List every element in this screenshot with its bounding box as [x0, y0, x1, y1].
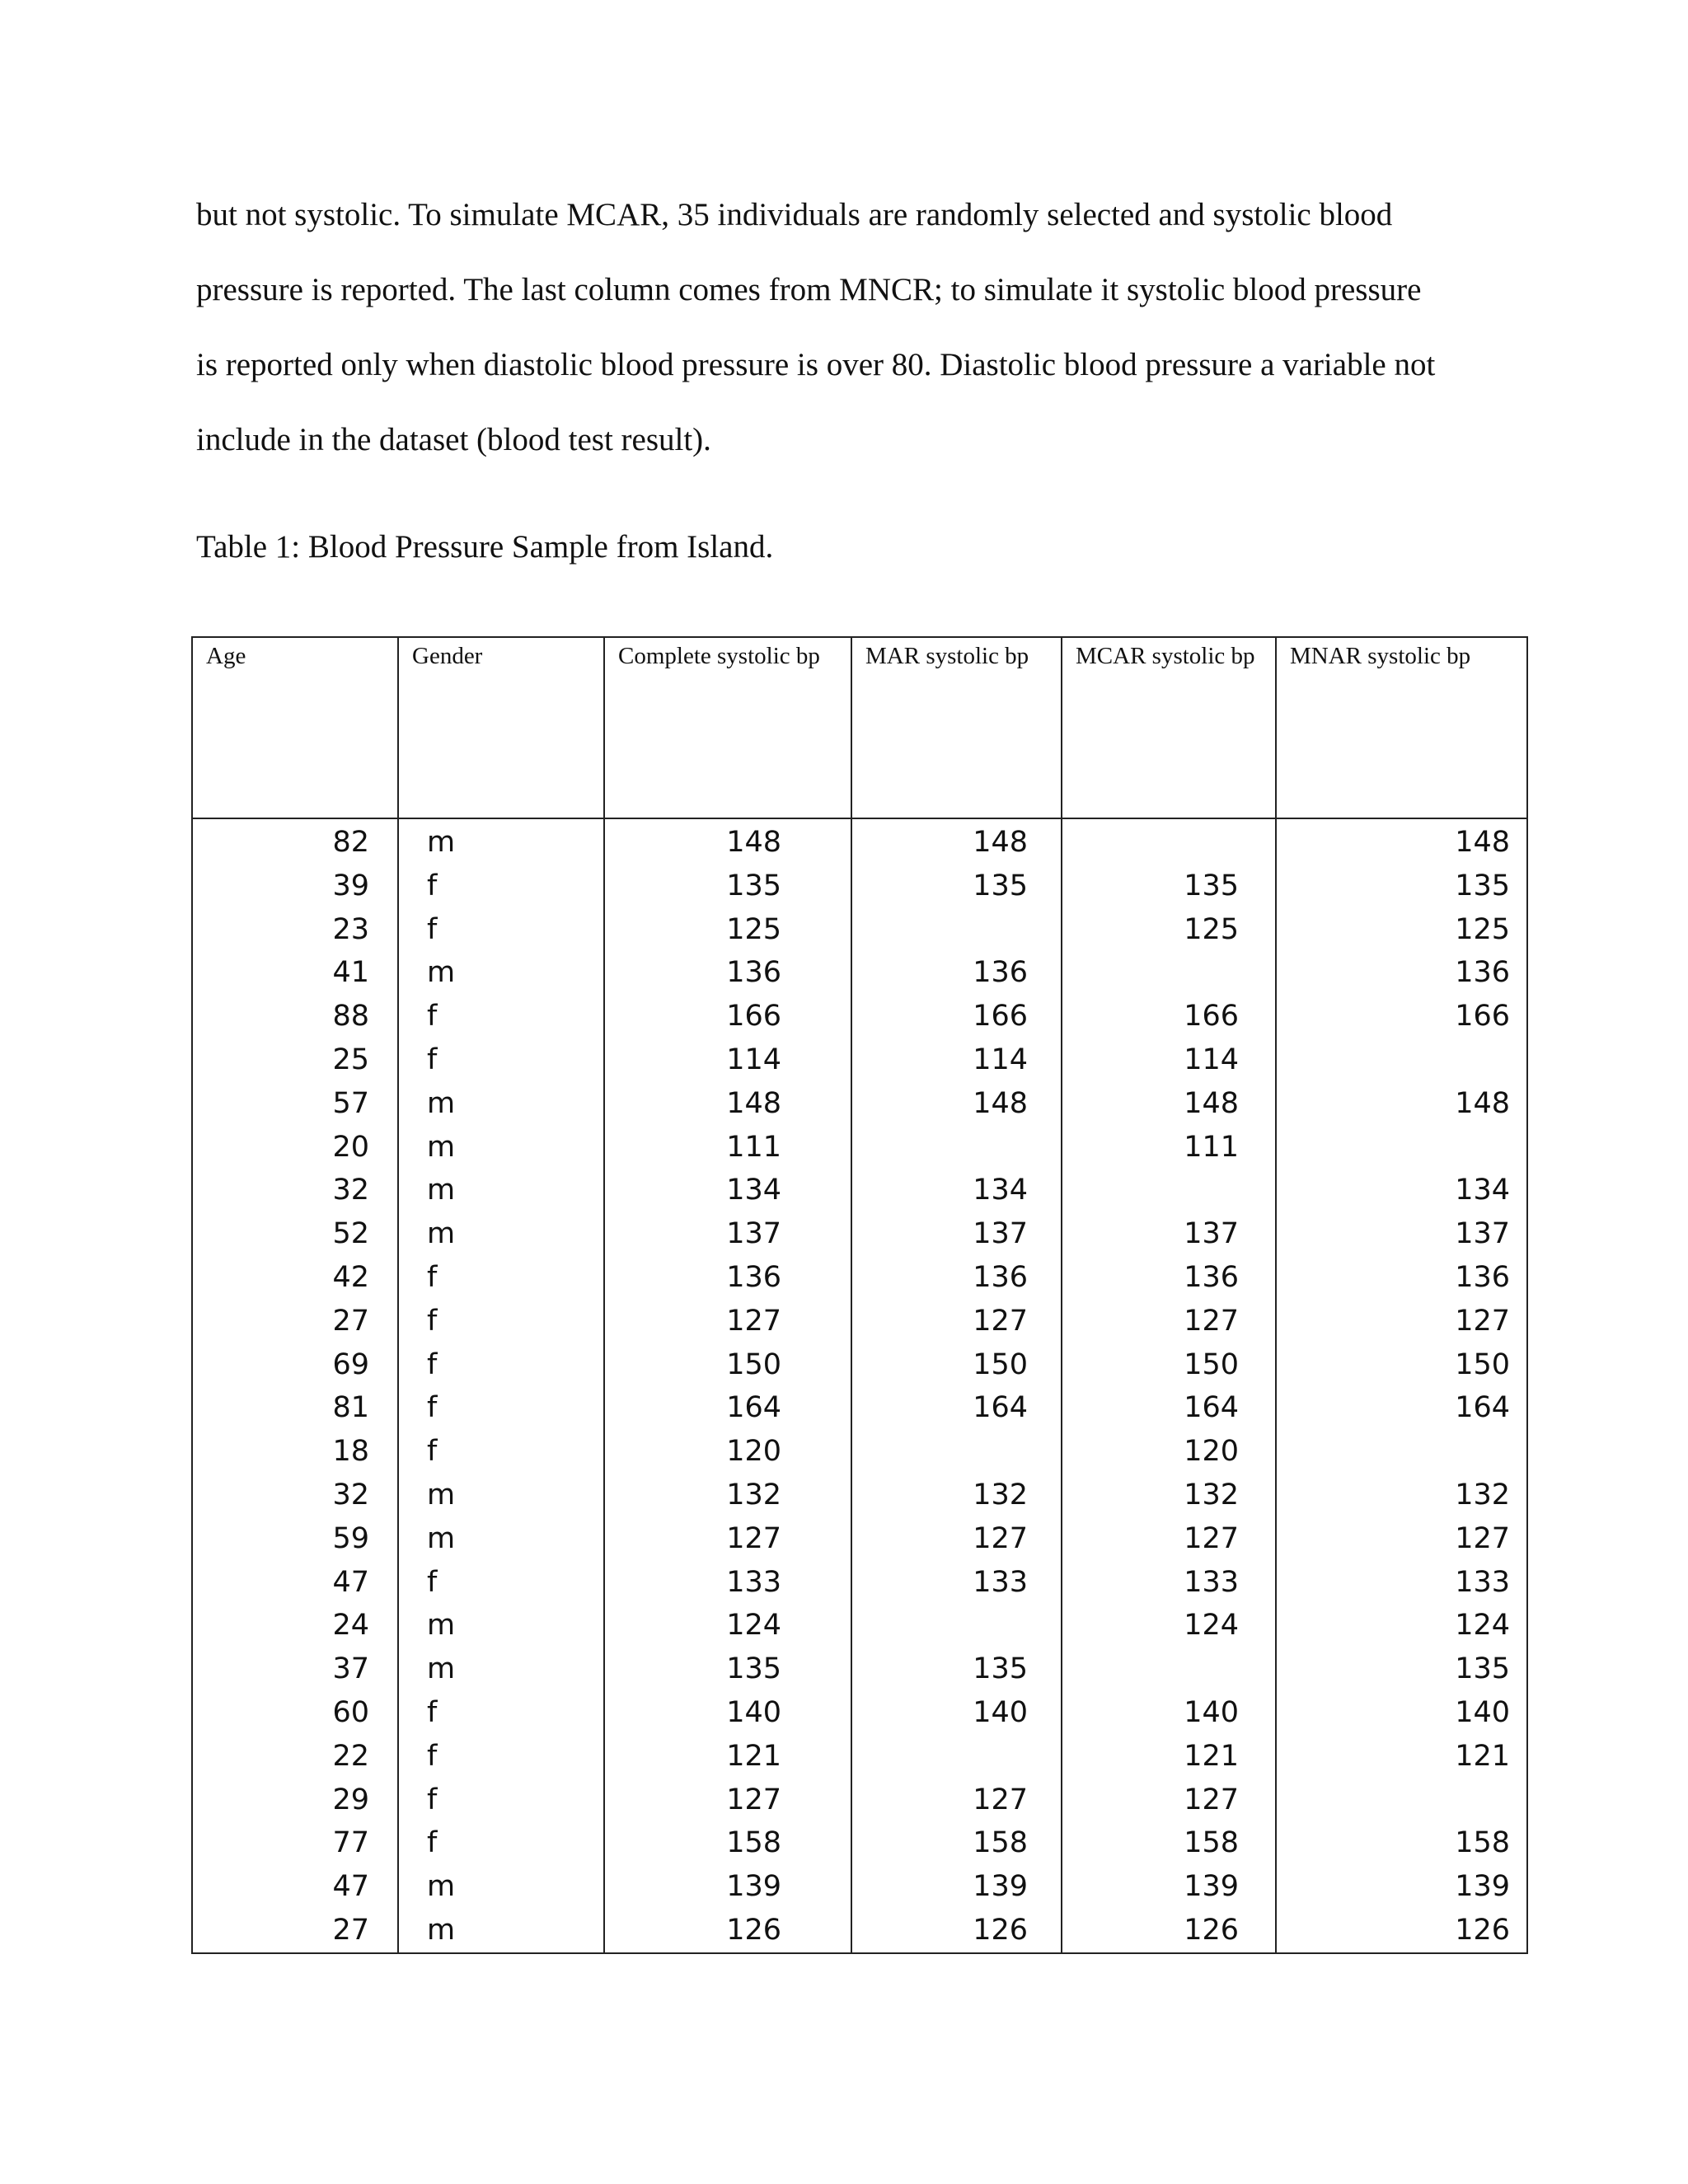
cell-mnar-systolic: 121 [1276, 1735, 1527, 1779]
cell-mnar-systolic: 158 [1276, 1821, 1527, 1865]
cell-mnar-systolic: 127 [1276, 1300, 1527, 1343]
cell-complete-systolic: 111 [604, 1126, 851, 1169]
cell-mnar-systolic: 140 [1276, 1691, 1527, 1735]
cell-mar-systolic: 166 [851, 995, 1062, 1038]
cell-gender: f [398, 908, 604, 952]
cell-mcar-systolic: 136 [1062, 1256, 1276, 1300]
table-row [192, 951, 1527, 995]
cell-age: 88 [192, 995, 398, 1038]
cell-mcar-systolic: 127 [1062, 1779, 1276, 1822]
cell-complete-systolic: 133 [604, 1561, 851, 1605]
table-row [192, 1300, 1527, 1343]
cell-complete-systolic: 135 [604, 865, 851, 908]
cell-age: 29 [192, 1779, 398, 1822]
header-age: Age [192, 637, 398, 818]
cell-complete-systolic: 137 [604, 1212, 851, 1256]
cell-age: 57 [192, 1082, 398, 1126]
cell-mcar-systolic: 158 [1062, 1821, 1276, 1865]
table-row [192, 908, 1527, 952]
table-row [192, 1430, 1527, 1474]
cell-age: 32 [192, 1169, 398, 1212]
cell-complete-systolic: 125 [604, 908, 851, 952]
cell-mar-systolic: 164 [851, 1386, 1062, 1430]
cell-mnar-systolic: 136 [1276, 951, 1527, 995]
cell-gender: f [398, 995, 604, 1038]
table-row [192, 1474, 1527, 1517]
table-caption: Table 1: Blood Pressure Sample from Island. [196, 529, 774, 565]
cell-gender: f [398, 1561, 604, 1605]
cell-complete-systolic: 136 [604, 951, 851, 995]
table-row [192, 1256, 1527, 1300]
cell-complete-systolic: 158 [604, 1821, 851, 1865]
table-row [192, 1212, 1527, 1256]
cell-complete-systolic: 150 [604, 1343, 851, 1387]
blood-pressure-table [191, 636, 1528, 1954]
cell-mcar-systolic: 140 [1062, 1691, 1276, 1735]
cell-mnar-systolic: 150 [1276, 1343, 1527, 1387]
cell-gender: f [398, 1256, 604, 1300]
cell-mcar-systolic: 148 [1062, 1082, 1276, 1126]
cell-mcar-systolic [1062, 951, 1276, 995]
cell-mnar-systolic [1276, 1430, 1527, 1474]
cell-mnar-systolic: 125 [1276, 908, 1527, 952]
table-row [192, 1779, 1527, 1822]
cell-age: 60 [192, 1691, 398, 1735]
paragraph-line-1: but not systolic. To simulate MCAR, 35 individuals are randomly selected and systolic blood [196, 197, 1393, 232]
cell-gender: f [398, 1691, 604, 1735]
table-row [192, 1647, 1527, 1691]
cell-mar-systolic: 158 [851, 1821, 1062, 1865]
table-row [192, 1082, 1527, 1126]
cell-gender: f [398, 865, 604, 908]
cell-mcar-systolic: 135 [1062, 865, 1276, 908]
cell-mcar-systolic: 127 [1062, 1300, 1276, 1343]
cell-mcar-systolic: 137 [1062, 1212, 1276, 1256]
cell-mar-systolic: 137 [851, 1212, 1062, 1256]
cell-mcar-systolic: 126 [1062, 1909, 1276, 1953]
cell-mar-systolic: 136 [851, 1256, 1062, 1300]
cell-gender: m [398, 1865, 604, 1909]
table-row [192, 1343, 1527, 1387]
cell-age: 23 [192, 908, 398, 952]
header-mnar-systolic: MNAR systolic bp [1276, 637, 1527, 818]
table-row [192, 995, 1527, 1038]
cell-mar-systolic: 126 [851, 1909, 1062, 1953]
cell-mnar-systolic: 134 [1276, 1169, 1527, 1212]
table-row [192, 1735, 1527, 1779]
table-row [192, 1909, 1527, 1953]
cell-mnar-systolic: 127 [1276, 1517, 1527, 1561]
cell-mnar-systolic [1276, 1038, 1527, 1082]
cell-complete-systolic: 135 [604, 1647, 851, 1691]
cell-complete-systolic: 140 [604, 1691, 851, 1735]
cell-mcar-systolic: 132 [1062, 1474, 1276, 1517]
cell-complete-systolic: 139 [604, 1865, 851, 1909]
cell-mcar-systolic: 121 [1062, 1735, 1276, 1779]
cell-mnar-systolic: 135 [1276, 865, 1527, 908]
header-complete-systolic: Complete systolic bp [604, 637, 851, 818]
cell-mnar-systolic: 137 [1276, 1212, 1527, 1256]
cell-complete-systolic: 148 [604, 818, 851, 865]
table-row [192, 1821, 1527, 1865]
cell-age: 20 [192, 1126, 398, 1169]
cell-complete-systolic: 148 [604, 1082, 851, 1126]
paragraph-line-4: include in the dataset (blood test result). [196, 422, 711, 457]
table-row [192, 1126, 1527, 1169]
table-header-row [192, 637, 1527, 818]
cell-mar-systolic [851, 1735, 1062, 1779]
cell-mcar-systolic [1062, 1169, 1276, 1212]
cell-mar-systolic: 127 [851, 1300, 1062, 1343]
table-row [192, 1517, 1527, 1561]
cell-mar-systolic: 148 [851, 1082, 1062, 1126]
table-row [192, 1386, 1527, 1430]
cell-mnar-systolic: 148 [1276, 1082, 1527, 1126]
cell-gender: m [398, 1474, 604, 1517]
cell-gender: m [398, 1082, 604, 1126]
cell-mcar-systolic [1062, 1647, 1276, 1691]
cell-mnar-systolic: 166 [1276, 995, 1527, 1038]
cell-age: 25 [192, 1038, 398, 1082]
cell-mar-systolic: 139 [851, 1865, 1062, 1909]
cell-gender: f [398, 1430, 604, 1474]
cell-gender: m [398, 951, 604, 995]
cell-complete-systolic: 127 [604, 1517, 851, 1561]
cell-complete-systolic: 120 [604, 1430, 851, 1474]
cell-gender: m [398, 1126, 604, 1169]
table-row [192, 1561, 1527, 1605]
cell-mnar-systolic: 126 [1276, 1909, 1527, 1953]
cell-mar-systolic: 114 [851, 1038, 1062, 1082]
cell-mcar-systolic: 125 [1062, 908, 1276, 952]
cell-gender: m [398, 1647, 604, 1691]
cell-complete-systolic: 164 [604, 1386, 851, 1430]
cell-complete-systolic: 132 [604, 1474, 851, 1517]
cell-age: 37 [192, 1647, 398, 1691]
cell-mar-systolic: 136 [851, 951, 1062, 995]
cell-mar-systolic: 134 [851, 1169, 1062, 1212]
cell-age: 77 [192, 1821, 398, 1865]
cell-mcar-systolic: 164 [1062, 1386, 1276, 1430]
cell-mar-systolic: 140 [851, 1691, 1062, 1735]
cell-mcar-systolic: 127 [1062, 1517, 1276, 1561]
cell-mar-systolic [851, 1126, 1062, 1169]
cell-mar-systolic: 133 [851, 1561, 1062, 1605]
table-row [192, 1865, 1527, 1909]
cell-mnar-systolic [1276, 1779, 1527, 1822]
cell-mnar-systolic: 139 [1276, 1865, 1527, 1909]
cell-gender: m [398, 1604, 604, 1647]
cell-mnar-systolic [1276, 1126, 1527, 1169]
cell-age: 22 [192, 1735, 398, 1779]
header-mcar-systolic: MCAR systolic bp [1062, 637, 1276, 818]
cell-mcar-systolic: 150 [1062, 1343, 1276, 1387]
cell-mcar-systolic: 114 [1062, 1038, 1276, 1082]
cell-gender: f [398, 1300, 604, 1343]
paragraph-line-3: is reported only when diastolic blood pressure is over 80. Diastolic blood pressure a variable not [196, 347, 1436, 382]
cell-gender: f [398, 1779, 604, 1822]
table-row [192, 1691, 1527, 1735]
cell-mar-systolic: 135 [851, 1647, 1062, 1691]
cell-age: 47 [192, 1865, 398, 1909]
cell-gender: f [398, 1735, 604, 1779]
cell-mcar-systolic [1062, 818, 1276, 865]
cell-mar-systolic: 135 [851, 865, 1062, 908]
cell-age: 59 [192, 1517, 398, 1561]
cell-complete-systolic: 166 [604, 995, 851, 1038]
cell-age: 47 [192, 1561, 398, 1605]
cell-complete-systolic: 136 [604, 1256, 851, 1300]
cell-gender: f [398, 1821, 604, 1865]
cell-mnar-systolic: 164 [1276, 1386, 1527, 1430]
cell-mnar-systolic: 133 [1276, 1561, 1527, 1605]
cell-mar-systolic: 127 [851, 1517, 1062, 1561]
cell-gender: m [398, 1212, 604, 1256]
cell-gender: m [398, 818, 604, 865]
cell-age: 41 [192, 951, 398, 995]
cell-complete-systolic: 124 [604, 1604, 851, 1647]
cell-mcar-systolic: 111 [1062, 1126, 1276, 1169]
cell-gender: f [398, 1038, 604, 1082]
cell-mar-systolic: 148 [851, 818, 1062, 865]
cell-mar-systolic [851, 908, 1062, 952]
cell-age: 82 [192, 818, 398, 865]
cell-mar-systolic: 127 [851, 1779, 1062, 1822]
cell-gender: m [398, 1517, 604, 1561]
cell-gender: m [398, 1169, 604, 1212]
cell-complete-systolic: 127 [604, 1300, 851, 1343]
cell-mcar-systolic: 124 [1062, 1604, 1276, 1647]
cell-age: 27 [192, 1909, 398, 1953]
cell-gender: f [398, 1343, 604, 1387]
cell-age: 24 [192, 1604, 398, 1647]
cell-mar-systolic: 150 [851, 1343, 1062, 1387]
table-row [192, 865, 1527, 908]
cell-complete-systolic: 134 [604, 1169, 851, 1212]
cell-complete-systolic: 114 [604, 1038, 851, 1082]
cell-mar-systolic [851, 1430, 1062, 1474]
paragraph-line-2: pressure is reported. The last column comes from MNCR; to simulate it systolic blood pressure [196, 272, 1422, 307]
cell-mnar-systolic: 124 [1276, 1604, 1527, 1647]
cell-mar-systolic [851, 1604, 1062, 1647]
cell-age: 81 [192, 1386, 398, 1430]
cell-age: 39 [192, 865, 398, 908]
table-row [192, 1604, 1527, 1647]
cell-complete-systolic: 126 [604, 1909, 851, 1953]
cell-age: 69 [192, 1343, 398, 1387]
cell-age: 42 [192, 1256, 398, 1300]
cell-age: 52 [192, 1212, 398, 1256]
cell-mnar-systolic: 132 [1276, 1474, 1527, 1517]
table-row [192, 1038, 1527, 1082]
cell-age: 32 [192, 1474, 398, 1517]
table-body [192, 818, 1527, 1953]
table-row [192, 1169, 1527, 1212]
cell-gender: m [398, 1909, 604, 1953]
cell-mnar-systolic: 148 [1276, 818, 1527, 865]
table-row [192, 818, 1527, 865]
header-gender: Gender [398, 637, 604, 818]
cell-mcar-systolic: 133 [1062, 1561, 1276, 1605]
cell-complete-systolic: 127 [604, 1779, 851, 1822]
cell-mnar-systolic: 136 [1276, 1256, 1527, 1300]
cell-mar-systolic: 132 [851, 1474, 1062, 1517]
cell-mcar-systolic: 139 [1062, 1865, 1276, 1909]
cell-mcar-systolic: 166 [1062, 995, 1276, 1038]
cell-age: 18 [192, 1430, 398, 1474]
header-mar-systolic: MAR systolic bp [851, 637, 1062, 818]
cell-gender: f [398, 1386, 604, 1430]
cell-mcar-systolic: 120 [1062, 1430, 1276, 1474]
cell-mnar-systolic: 135 [1276, 1647, 1527, 1691]
cell-complete-systolic: 121 [604, 1735, 851, 1779]
cell-age: 27 [192, 1300, 398, 1343]
